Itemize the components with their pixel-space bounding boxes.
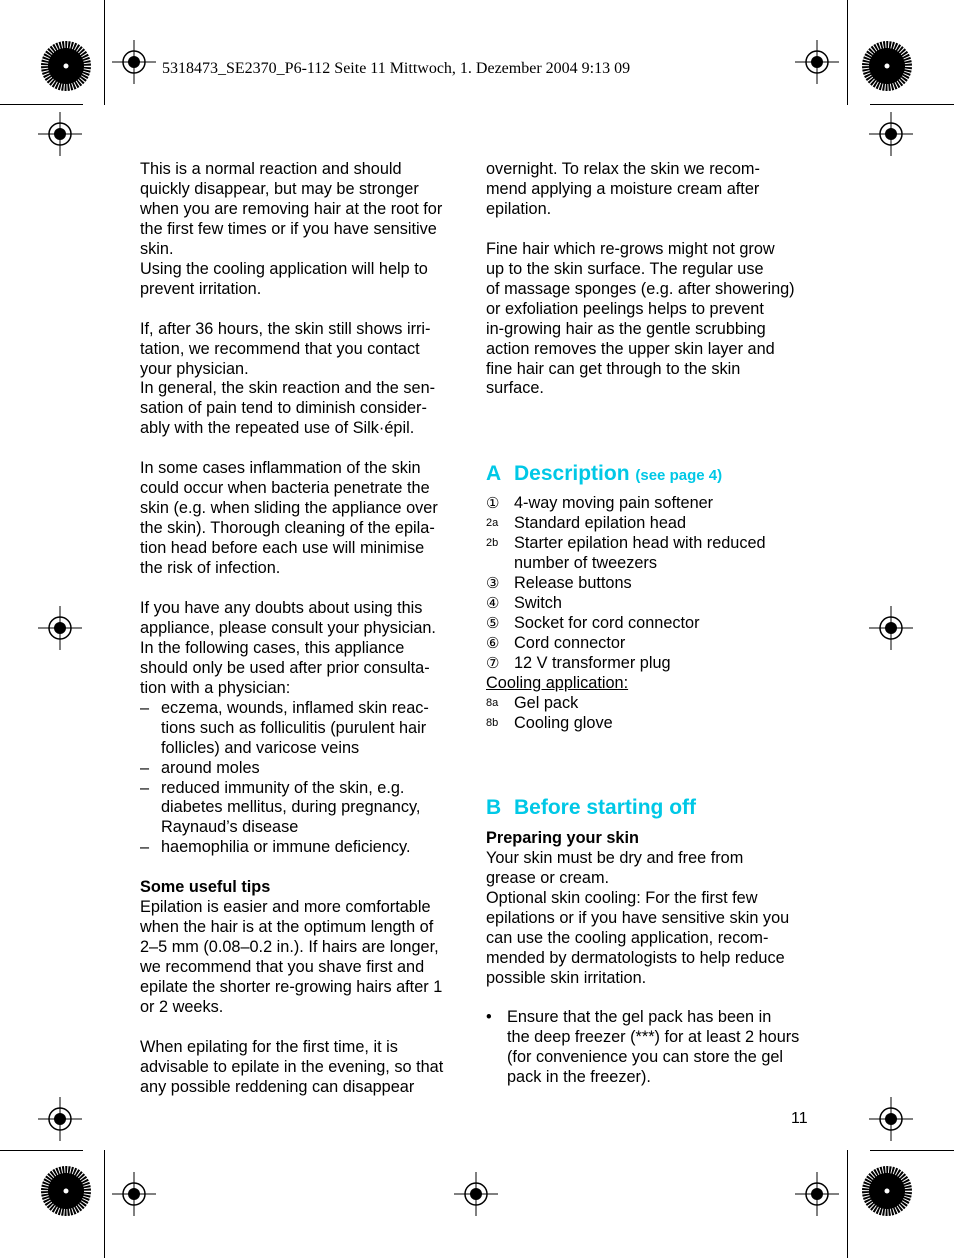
list-item: – around moles [140,758,260,777]
crop-line [104,0,105,105]
starburst-target-icon [861,40,913,92]
print-slug: 5318473_SE2370_P6-112 Seite 11 Mittwoch, 1. Dezember 2004 9:13 09 [162,60,631,77]
starburst-target-icon [40,1165,92,1217]
paragraph: When epilating for the first time, it is advisable to epilate in the evening, so that any possible reddening can disappear [140,1037,444,1096]
registration-mark-icon [112,1172,156,1216]
subheading: Preparing your skin [486,828,639,847]
crop-line [0,1150,83,1151]
crop-line [870,1150,954,1151]
paragraph: Fine hair which re-grows might not grow up to the skin surface. The regular use of massage sponges (e.g. after showering) or exfoliation peelings helps to prevent in-growing hair as the gentle scrubbing action removes the upper skin layer and fine hair can get through to the skin surface. [486,239,795,398]
left-column [140,160,465,1098]
subheading: Some useful tips [140,878,271,897]
right-column [486,160,816,1088]
list-item: ⑥ Cord connector [486,634,626,653]
crop-line [0,104,83,105]
registration-mark-icon [869,606,913,650]
registration-mark-icon [795,40,839,84]
registration-mark-icon [795,1172,839,1216]
registration-mark-icon [869,1097,913,1141]
paragraph: Optional skin cooling: For the first few epilations or if you have sensitive skin you can use the cooling application, recom- mended by dermatologists to help reduce possible skin irritation. [486,888,790,987]
subheading: Cooling application: [486,674,629,692]
section-heading-description: A Description (see page 4) [486,462,723,486]
list-item: ⑤ Socket for cord connector [486,614,700,633]
crop-line [104,1150,105,1258]
section-heading-before-starting: B Before starting off [486,795,697,819]
list-item: 2a Standard epilation head [486,514,686,533]
starburst-target-icon [861,1165,913,1217]
crop-line [847,1150,848,1258]
registration-mark-icon [38,606,82,650]
crop-line [847,0,848,105]
paragraph: Your skin must be dry and free from grease or cream. [486,848,744,887]
paragraph: This is a normal reaction and should quickly disappear, but may be stronger when you are removing hair at the root for the first few times or if you have sensitive skin. [140,160,443,258]
paragraph: In some cases inflammation of the skin could occur when bacteria penetrate the skin (e.g. when sliding the appliance over the skin). Thorough cleaning of the epila- tion head before each use will minimise the risk of infection. [140,459,438,578]
list-item: – eczema, wounds, inflamed skin reac- tions such as folliculitis (purulent hair follicles) and varicose veins [140,698,429,757]
starburst-target-icon [40,40,92,92]
registration-mark-icon [112,40,156,84]
registration-mark-icon [869,112,913,156]
paragraph: If, after 36 hours, the skin still shows irri- tation, we recommend that you contact your physician. [140,319,431,378]
paragraph: overnight. To relax the skin we recom- mend applying a moisture cream after epilation. [486,160,760,218]
list-item: ③ Release buttons [486,574,632,593]
list-item: ① 4-way moving pain softener [486,494,714,513]
paragraph: If you have any doubts about using this appliance, please consult your physician. In the following cases, this appliance should only be used after prior consulta- tion with a physician: [140,598,436,697]
paragraph: Using the cooling application will help to prevent irritation. [140,259,428,298]
list-item: – haemophilia or immune deficiency. [140,838,411,857]
list-item: ④ Switch [486,594,562,613]
list-item: 2b Starter epilation head with reduced number of tweezers [486,534,766,573]
registration-mark-icon [38,112,82,156]
list-item: ⑦ 12 V transformer plug [486,654,671,673]
paragraph: In general, the skin reaction and the sen- sation of pain tend to diminish consider- ably with the repeated use of Silk·épil. [140,379,436,438]
registration-mark-icon [454,1172,498,1216]
crop-line [870,104,954,105]
page-number: 11 [791,1110,808,1127]
list-item: – reduced immunity of the skin, e.g. diabetes mellitus, during pregnancy, Raynaud’s disease [140,778,421,837]
list-item: 8b Cooling glove [486,713,613,732]
registration-mark-icon [38,1097,82,1141]
list-item: • Ensure that the gel pack has been in the deep freezer (***) for at least 2 hours (for convenience you can store the gel pack in the freezer). [486,1008,800,1087]
list-item: 8a Gel pack [486,693,579,712]
paragraph: Epilation is easier and more comfortable when the hair is at the optimum length of 2–5 mm (0.08–0.2 in.). If hairs are longer, we recommend that you shave first and epilate the shorter re-growing hairs after 1 or 2 weeks. [140,898,443,1016]
